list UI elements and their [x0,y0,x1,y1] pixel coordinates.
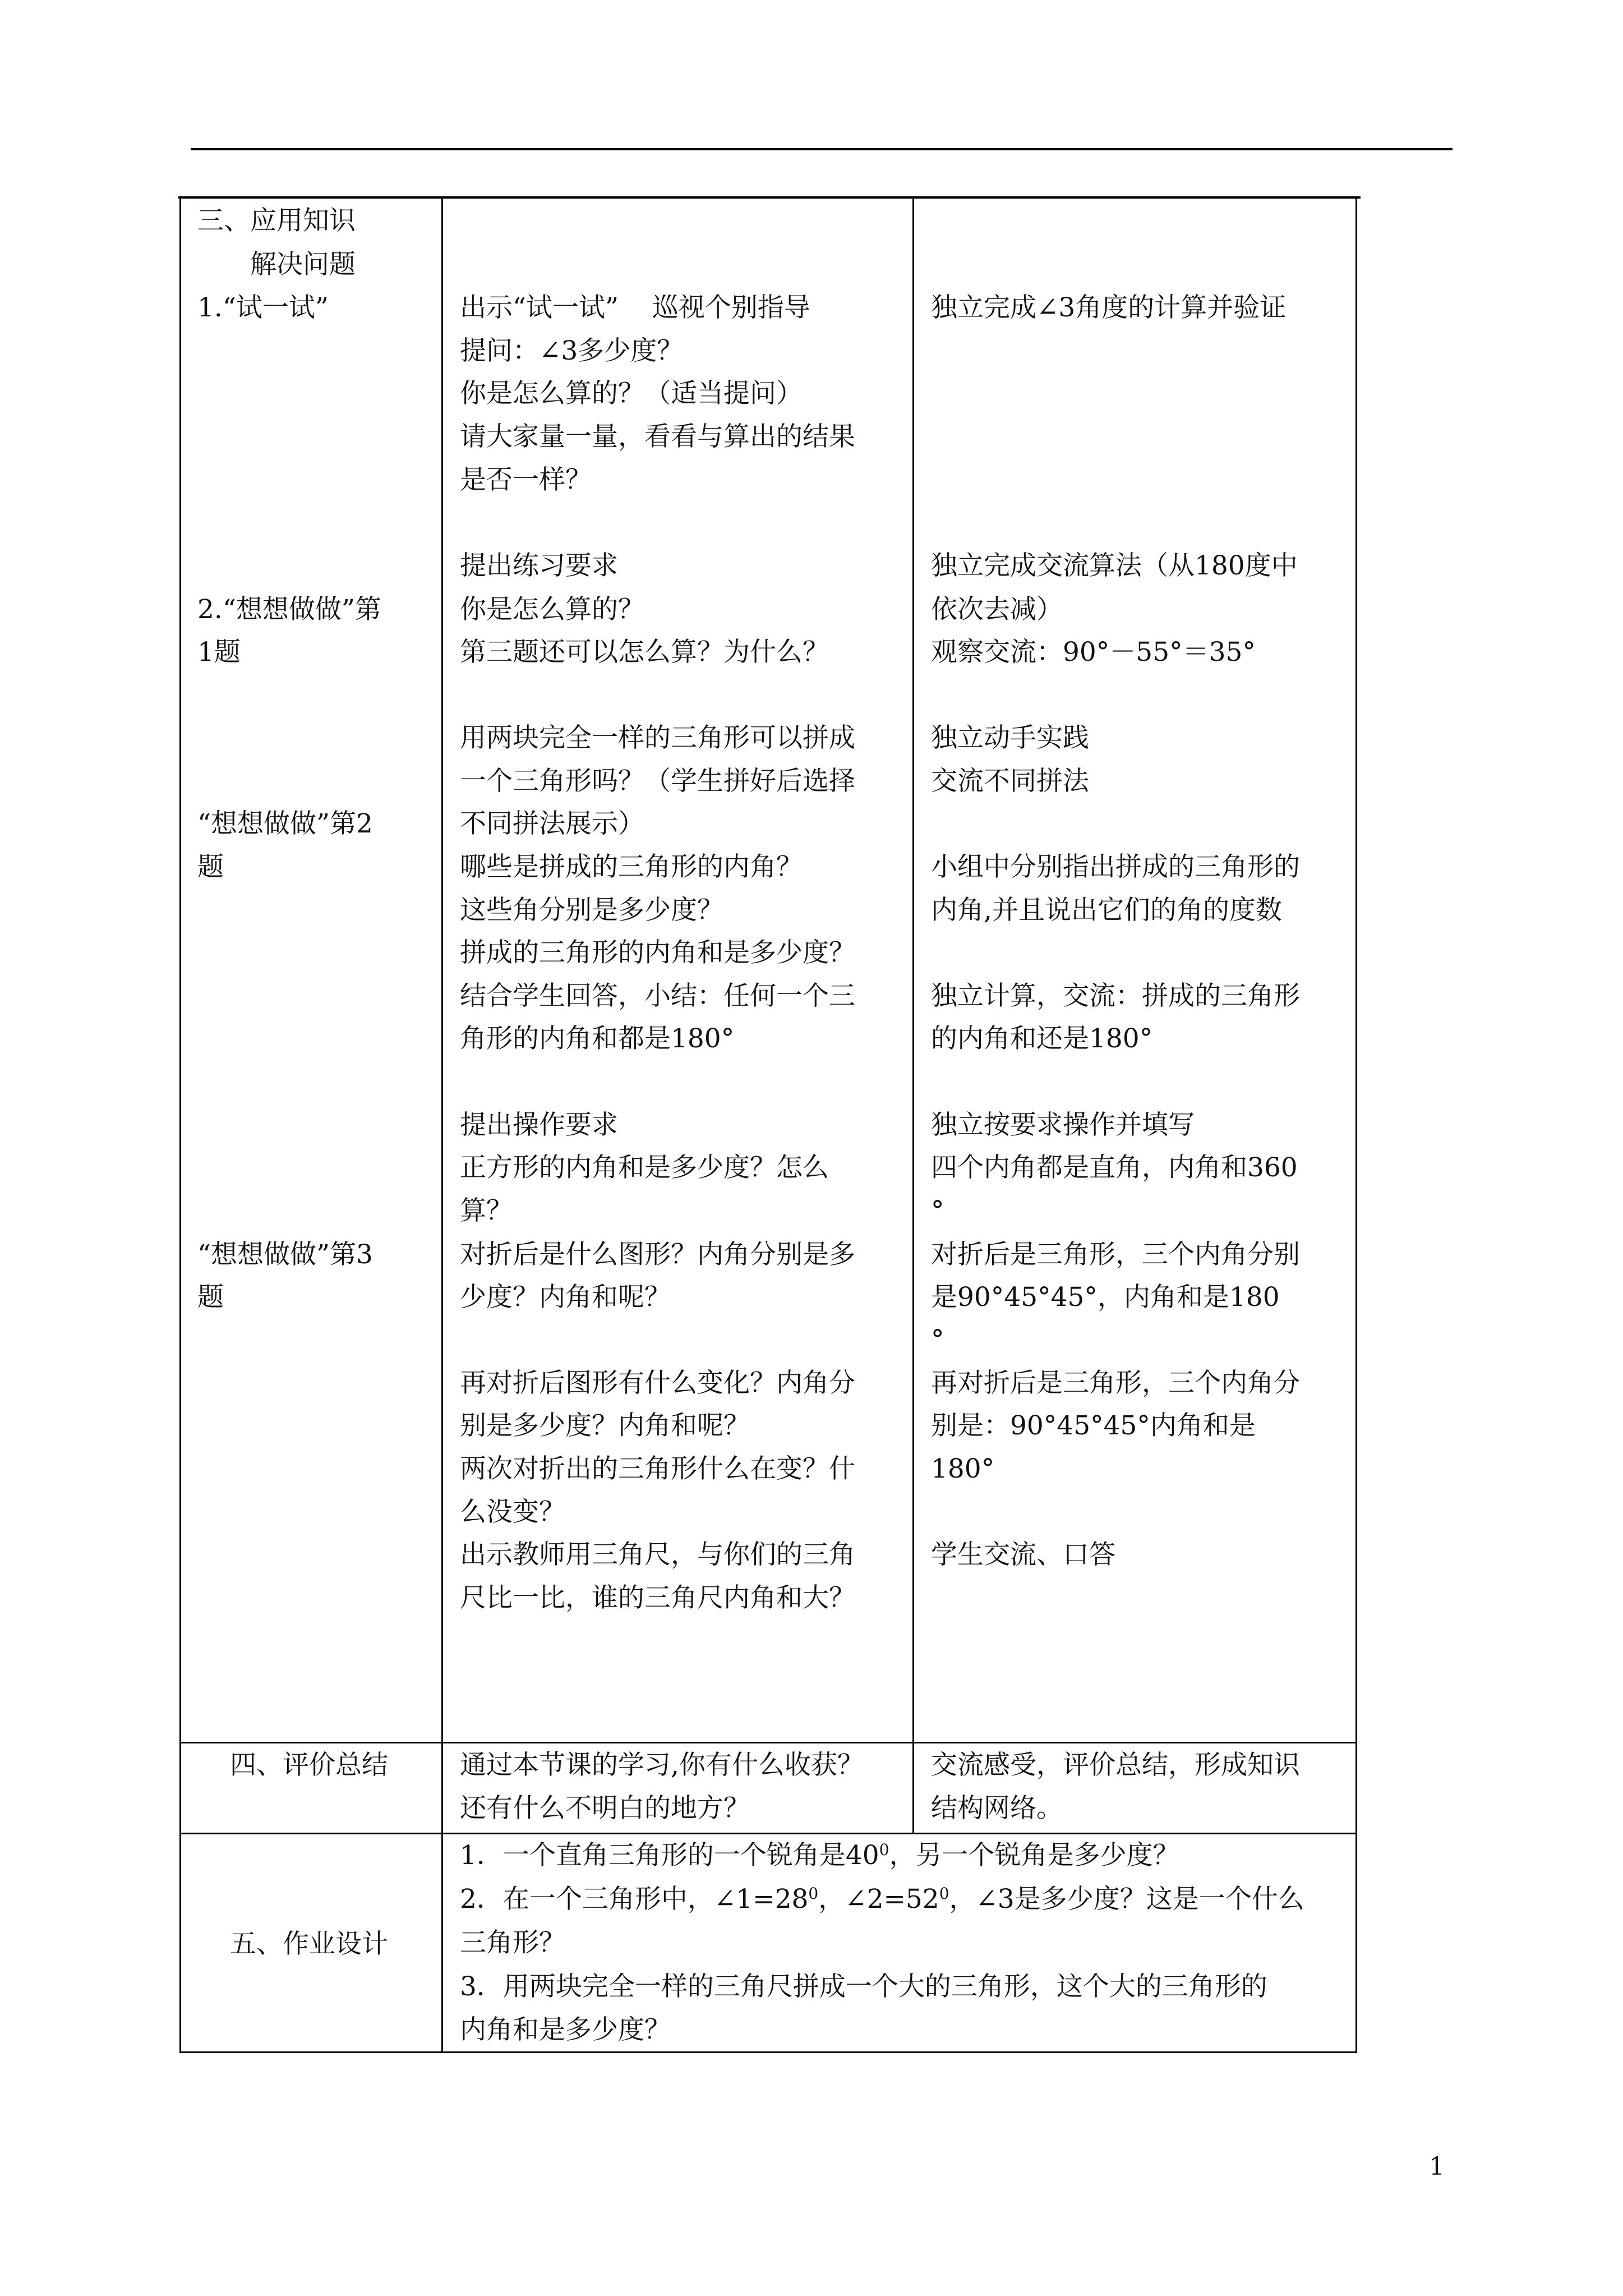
student-text: 内角,并且说出它们的角的度数 [931,895,1282,926]
student-text: 交流感受，评价总结，形成知识 [931,1750,1300,1780]
homework-question: 内角和是多少度？ [460,2014,671,2045]
student-text: 独立计算，交流：拼成的三角形 [931,981,1300,1011]
step-label: 题 [197,1282,224,1313]
step-label: “想想做做”第3 [197,1239,373,1270]
teacher-text: 你是怎么算的？ [460,594,644,625]
teacher-text: 出示教师用三角尺，与你们的三角 [460,1539,855,1570]
column-divider [912,196,914,1834]
teacher-text: 你是怎么算的？（适当提问） [460,378,803,409]
table-border-right [1355,196,1357,2053]
student-text: 四个内角都是直角，内角和360 [931,1152,1298,1183]
teacher-text: 两次对折出的三角形什么在变？什 [460,1453,855,1484]
student-text: ° [931,1324,944,1355]
teacher-text: 是否一样？ [460,464,592,495]
teacher-text: 第三题还可以怎么算？为什么？ [460,637,829,668]
homework-question: 2．在一个三角形中，$\angle 1=28^0$，$\angle 2=52^0$，∠3是多少度？这是一个什么 [460,1884,1304,1915]
column-divider [441,196,443,2053]
student-text: 结构网络。 [931,1793,1063,1824]
teacher-text: 再对折后图形有什么变化？内角分 [460,1368,855,1398]
student-text: 独立按要求操作并填写 [931,1110,1195,1140]
student-text: 180° [931,1453,995,1484]
table-border-bottom [179,2051,1357,2053]
teacher-text: 么没变？ [460,1497,565,1527]
student-text: 独立动手实践 [931,723,1089,753]
section-title: 解决问题 [250,249,356,280]
homework-question: 3．用两块完全一样的三角尺拼成一个大的三角形，这个大的三角形的 [460,1971,1267,2002]
step-label: 题 [197,852,224,882]
student-text: 观察交流：90°－55°＝35° [931,637,1256,668]
teacher-text: 一个三角形吗？（学生拼好后选择 [460,766,855,797]
step-label: 1题 [197,637,241,668]
student-text: 小组中分别指出拼成的三角形的 [931,852,1300,882]
teacher-text: 少度？内角和呢？ [460,1282,671,1313]
student-text: 再对折后是三角形，三个内角分 [931,1368,1300,1398]
homework-question: 1．一个直角三角形的一个锐角是$40^0$，另一个锐角是多少度？ [460,1840,1179,1871]
teacher-text: 算？ [460,1195,513,1226]
teacher-text: 请大家量一量，看看与算出的结果 [460,421,855,452]
teacher-text: 还有什么不明白的地方？ [460,1793,750,1824]
teacher-text: 角形的内角和都是180° [460,1023,735,1054]
table-border-left [179,196,181,2053]
homework-question: 三角形？ [460,1927,565,1958]
student-text: 是90°45°45°，内角和是180 [931,1282,1280,1313]
student-text: 独立完成∠3角度的计算并验证 [931,292,1287,323]
student-text: 的内角和还是180° [931,1023,1153,1054]
teacher-text: 提问：∠3多少度？ [460,335,684,366]
teacher-text: 不同拼法展示） [460,808,644,839]
teacher-text: 对折后是什么图形？内角分别是多 [460,1239,855,1270]
teacher-text: 别是多少度？内角和呢？ [460,1410,750,1441]
student-text: 学生交流、口答 [931,1539,1115,1570]
section-title: 五、作业设计 [230,1929,388,1959]
teacher-text: 提出练习要求 [460,550,618,581]
step-label: 1.“试一试” [197,292,329,323]
page-number: 1 [1429,2152,1445,2181]
teacher-text: 通过本节课的学习,你有什么收获？ [460,1750,864,1780]
teacher-text: 尺比一比，谁的三角尺内角和大？ [460,1582,855,1613]
teacher-text: 结合学生回答，小结：任何一个三 [460,981,855,1011]
teacher-text: 拼成的三角形的内角和是多少度？ [460,937,855,968]
header-rule [191,148,1453,150]
teacher-text: 出示“试一试” 巡视个别指导 [460,292,810,323]
step-label: “想想做做”第2 [197,808,373,839]
teacher-text: 用两块完全一样的三角形可以拼成 [460,723,855,753]
teacher-text: 哪些是拼成的三角形的内角？ [460,852,803,882]
teacher-text: 正方形的内角和是多少度？怎么 [460,1152,829,1183]
student-text: 独立完成交流算法（从180度中 [931,550,1298,581]
section-title: 四、评价总结 [230,1750,388,1780]
student-text: 对折后是三角形，三个内角分别 [931,1239,1300,1270]
student-text: 别是：90°45°45°内角和是 [931,1410,1256,1441]
section-title: 三、应用知识 [197,205,356,236]
student-text: 依次去减） [931,594,1063,625]
table-border-top [178,196,1361,199]
student-text: 交流不同拼法 [931,766,1089,797]
step-label: 2.“想想做做”第 [197,594,381,625]
teacher-text: 这些角分别是多少度？ [460,895,723,926]
student-text: ° [931,1195,944,1226]
teacher-text: 提出操作要求 [460,1110,618,1140]
